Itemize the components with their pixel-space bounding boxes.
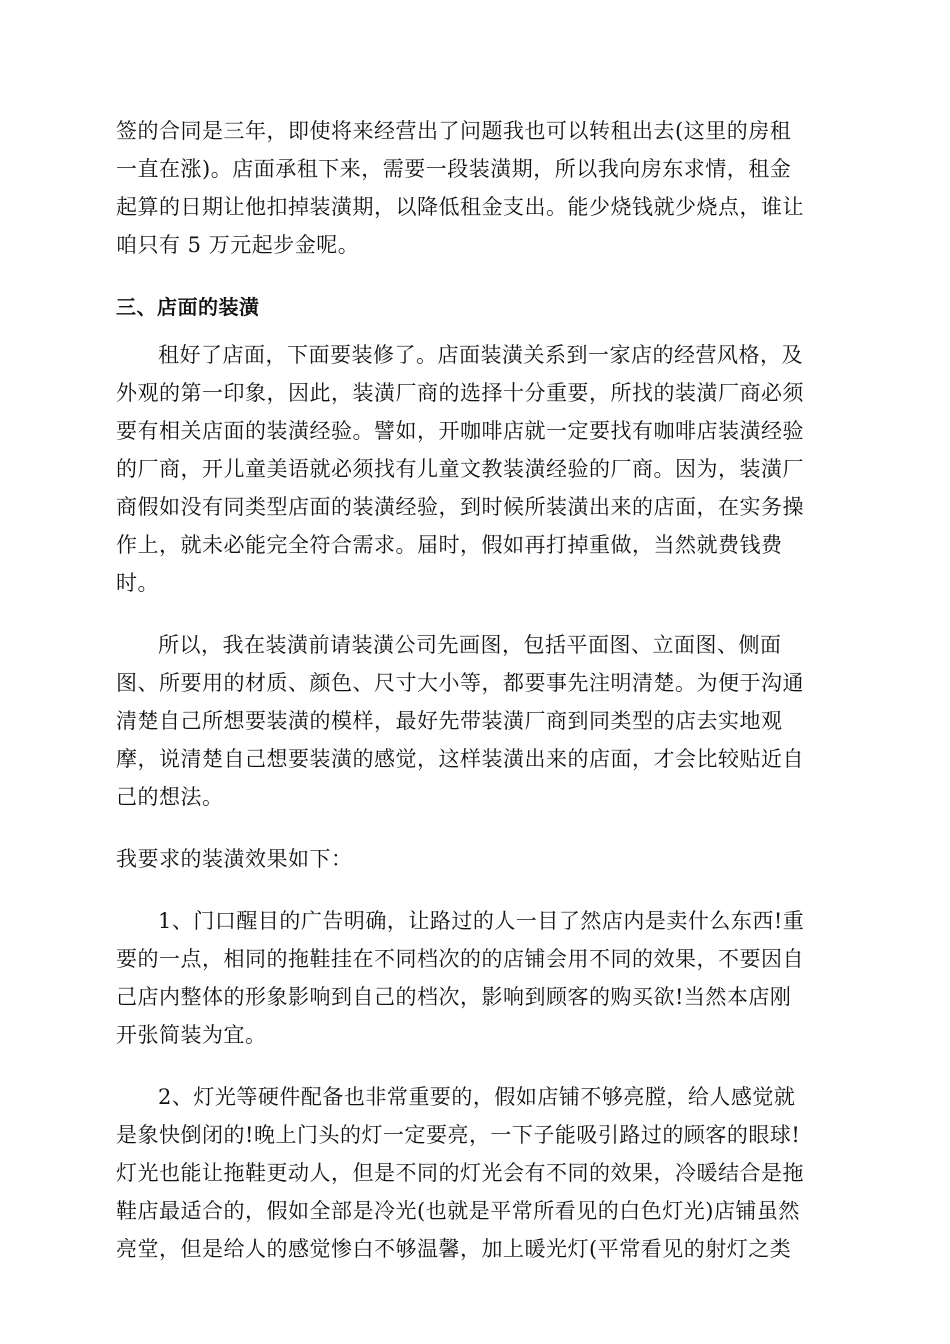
text-line: 要有相关店面的装潢经验。譬如，开咖啡店就一定要找有咖啡店装潢经验 [116,419,804,443]
text-line: 咱只有 5 万元起步金呢。 [116,233,360,257]
text-line: 摩，说清楚自己想要装潢的感觉，这样装潢出来的店面，才会比较贴近自 [116,747,804,771]
text-line: 外观的第一印象，因此，装潢厂商的选择十分重要，所找的装潢厂商必须 [116,381,804,405]
text-line: 签的合同是三年，即使将来经营出了问题我也可以转租出去(这里的房租 [116,119,792,143]
paragraph [116,840,836,878]
text-line: 2、灯光等硬件配备也非常重要的，假如店铺不够亮膛，给人感觉就 [158,1085,796,1109]
text-line: 所以，我在装潢前请装潢公司先画图，包括平面图、立面图、侧面 [158,633,782,657]
text-line: 灯光也能让拖鞋更动人，但是不同的灯光会有不同的效果，冷暖结合是拖 [116,1161,804,1185]
text-line: 清楚自己所想要装潢的模样，最好先带装潢厂商到同类型的店去实地观 [116,709,783,733]
paragraph [116,1078,836,1268]
paragraph [116,626,836,816]
text-line: 商假如没有同类型店面的装潢经验，到时候所装潢出来的店面，在实务操 [116,495,804,519]
text-line: 我要求的装潢效果如下： [116,847,353,871]
text-line: 亮堂，但是给人的感觉惨白不够温馨，加上暖光灯(平常看见的射灯之类 [116,1237,792,1261]
section-heading: 三、店面的装潢 [116,295,260,319]
text-line: 己店内整体的形象影响到自己的档次，影响到顾客的购买欲!当然本店刚 [116,985,792,1009]
text-line: 是象快倒闭的!晚上门头的灯一定要亮，一下子能吸引路过的顾客的眼球! [116,1123,801,1147]
text-line: 作上，就未必能完全符合需求。届时，假如再打掉重做，当然就费钱费 [116,533,783,557]
text-line: 的厂商，开儿童美语就必须找有儿童文教装潢经验的厂商。因为，装潢厂 [116,457,804,481]
text-line: 时。 [116,571,159,595]
text-line: 开张简装为宜。 [116,1023,267,1047]
text-line: 起算的日期让他扣掉装潢期，以降低租金支出。能少烧钱就少烧点，谁让 [116,195,804,219]
text-line: 图、所要用的材质、颜色、尺寸大小等，都要事先注明清楚。为便于沟通 [116,671,804,695]
paragraph [116,902,836,1054]
text-line: 1、门口醒目的广告明确，让路过的人一目了然店内是卖什么东西!重 [158,909,805,933]
text-line: 租好了店面，下面要装修了。店面装潢关系到一家店的经营风格，及 [158,343,803,367]
document-body [116,112,836,1268]
text-line: 己的想法。 [116,785,224,809]
text-line: 一直在涨)。店面承租下来，需要一段装潢期，所以我向房东求情，租金 [116,157,792,181]
text-line: 要的一点，相同的拖鞋挂在不同档次的的店铺会用不同的效果，不要因自 [116,947,804,971]
paragraph [116,336,836,602]
text-line: 鞋店最适合的，假如全部是冷光(也就是平常所看见的白色灯光)店铺虽然 [116,1199,800,1223]
paragraph [116,112,836,264]
